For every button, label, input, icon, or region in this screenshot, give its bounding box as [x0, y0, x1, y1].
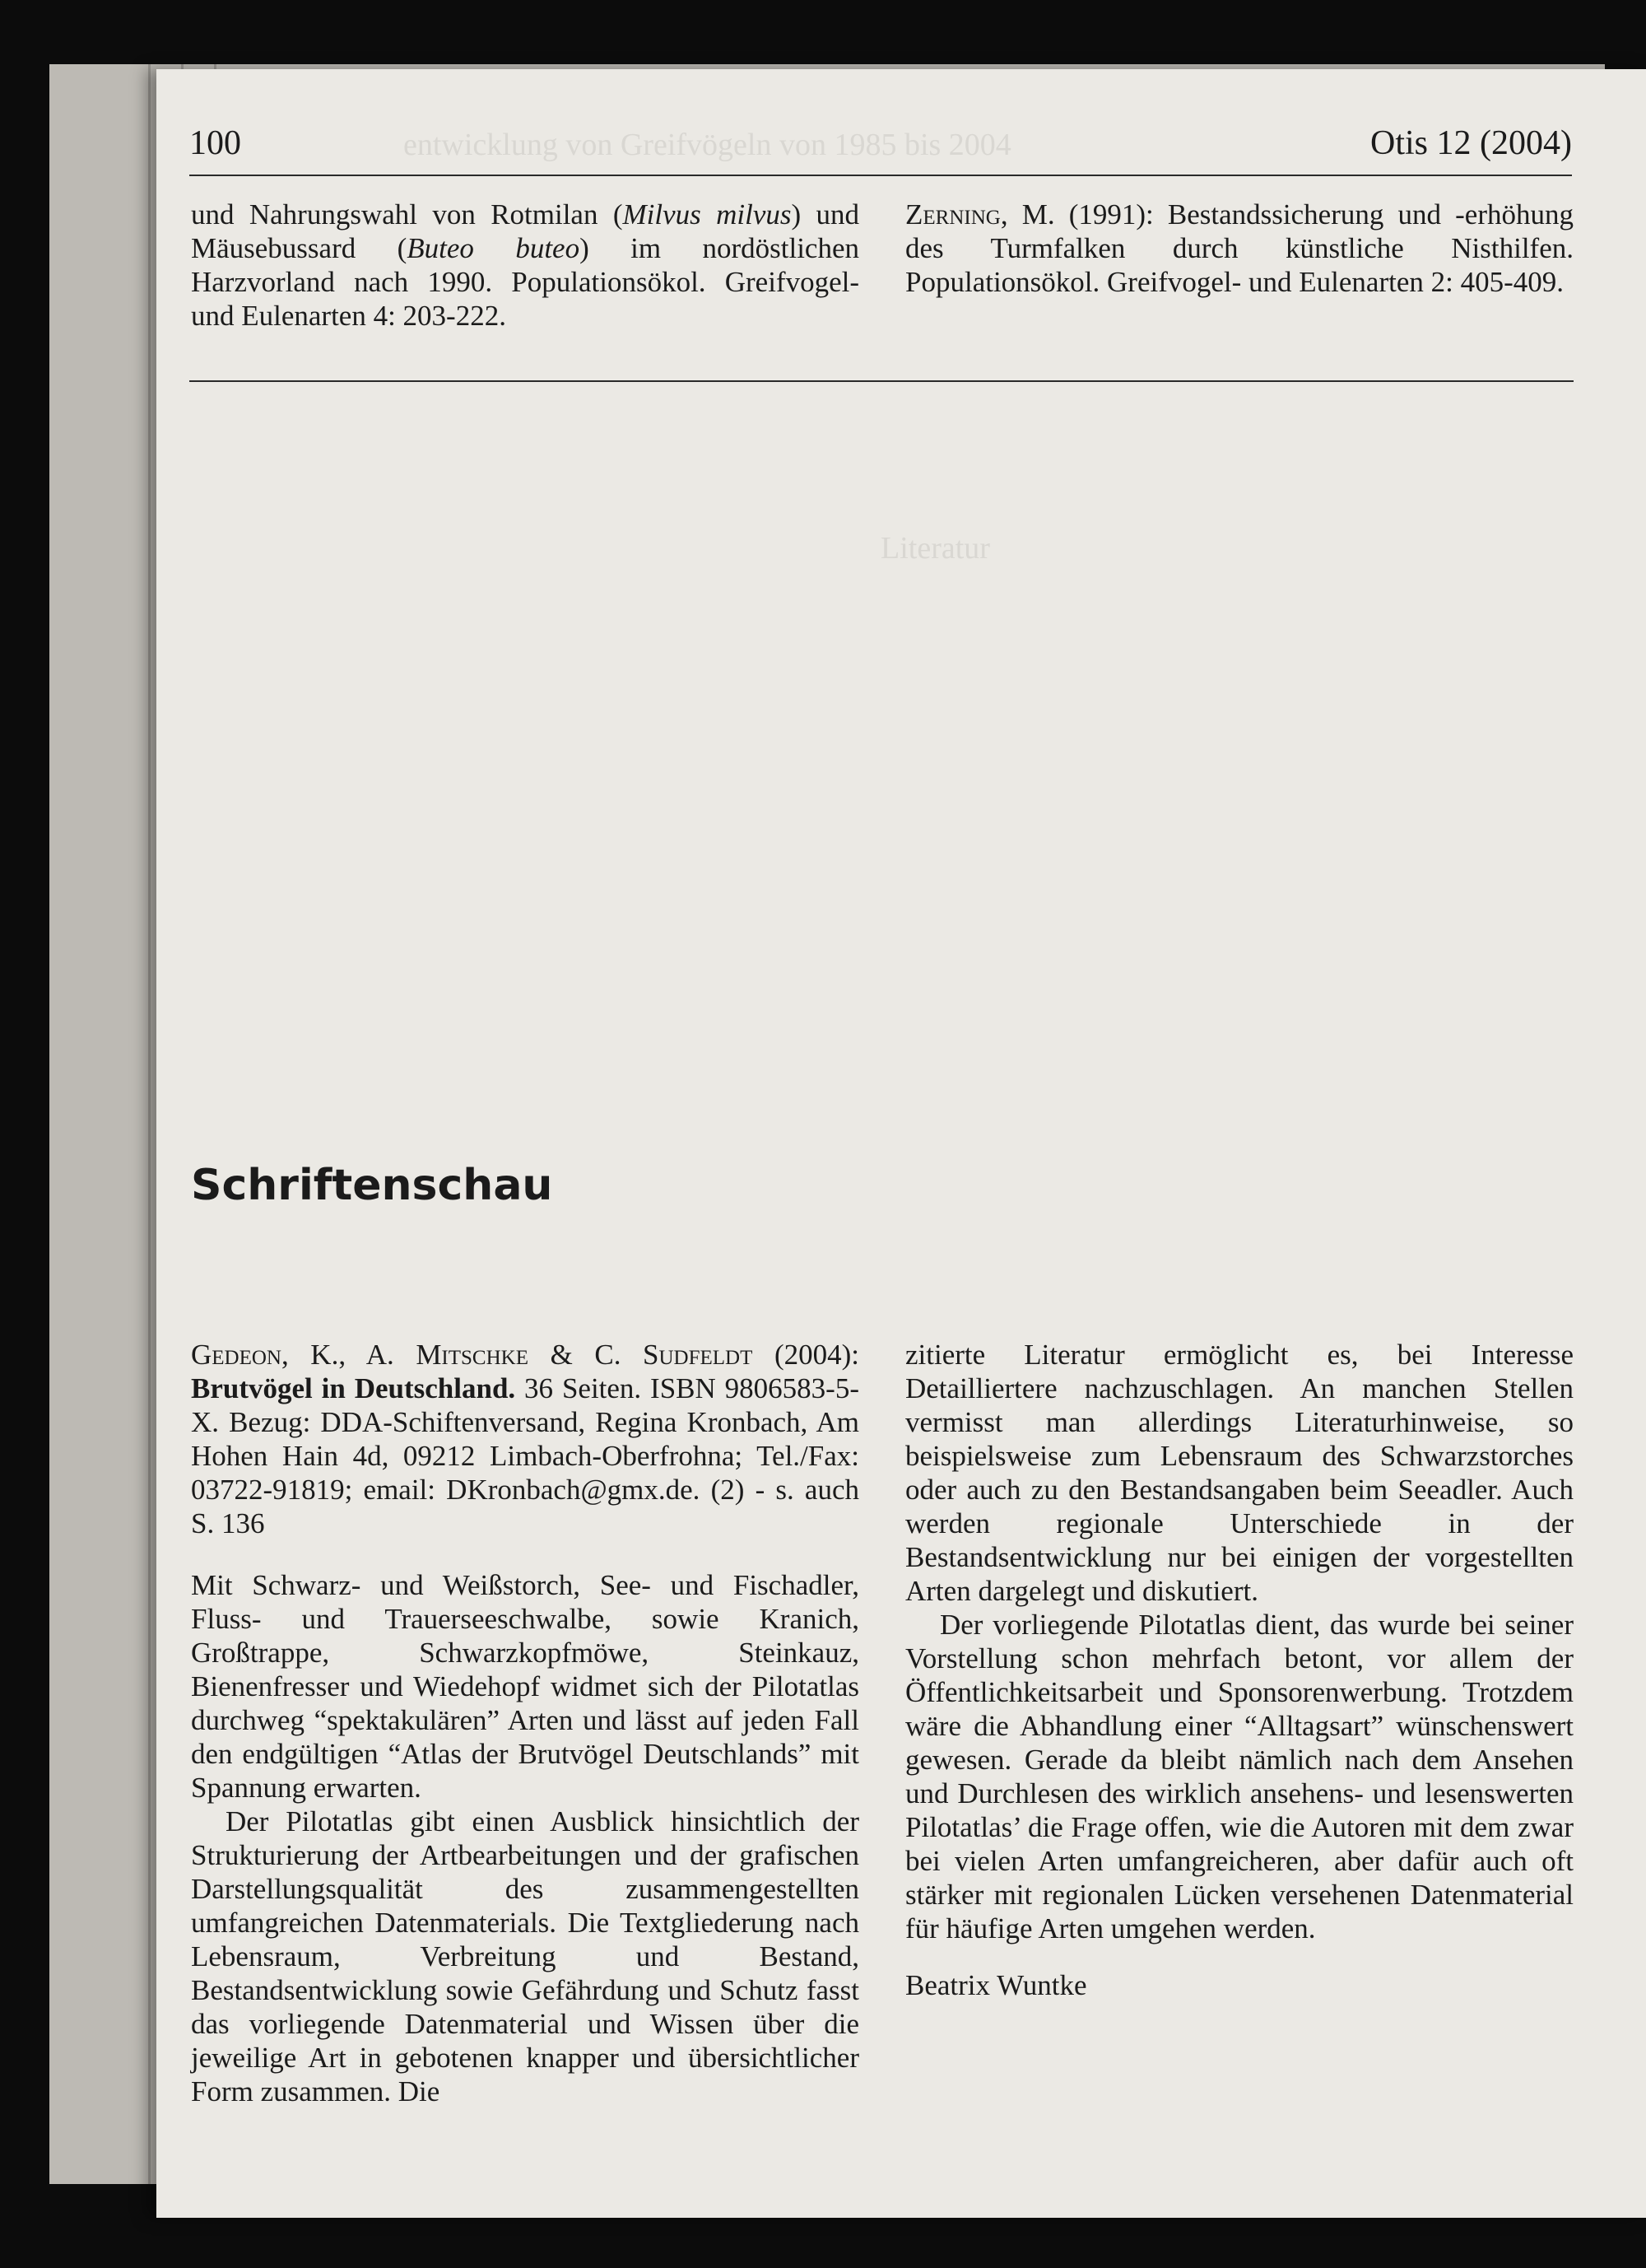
running-header	[189, 123, 1572, 176]
citation-text: & C.	[528, 1339, 644, 1371]
citation-author: Sudfeldt	[643, 1339, 753, 1371]
reference-continuation: und Nahrungswahl von Rotmilan (Milvus milvus) und Mäusebussard (Buteo buteo) im nordöstlichen Harzvorland nach 1990. Populationsökol. Greifvogel- und Eulenarten 4: 203-222.	[191, 198, 859, 332]
page-number: 100	[189, 124, 241, 162]
reviewer-signature: Beatrix Wuntke	[905, 1969, 1087, 2001]
review-paragraph: zitierte Literatur ermöglicht es, bei Interesse Detailliertere nachzuschlagen. An manchen Stellen vermisst man allerdings Literaturhinweise, so beispielsweise zum Lebensraum des Schwarzstorches oder auch zu den Bestandsangaben beim Seeadler. Auch werden regionale Unterschiede in der Bestandsentwicklung nur bei einigen der vorgestellten Arten dargelegt und diskutiert.	[905, 1339, 1574, 1607]
citation-author: Gedeon	[191, 1339, 281, 1371]
journal-citation: Otis 12 (2004)	[1370, 124, 1572, 162]
citation-author: Mitschke	[416, 1339, 528, 1371]
book-title: Brutvögel in Deutschland.	[191, 1372, 516, 1404]
section-divider	[189, 380, 1574, 382]
section-heading: Schriftenschau	[191, 1161, 553, 1210]
review-paragraph: Der Pilotatlas gibt einen Ausblick hinsichtlich der Strukturierung der Artbearbeitungen und der grafischen Darstellungsqualität des zusammengestellten umfangreichen Datenmaterials. Die Textgliederung nach Lebensraum, Verbreitung und Bestand, Bestandsentwicklung sowie Gefährdung und Schutz fasst das vorliegende Datenmaterial und Wissen über die jeweilige Art in gebotenen knapper und übersichtlicher Form zusammen. Die	[191, 1805, 859, 2107]
reference-author: Zerning	[905, 198, 1001, 231]
review-citation	[191, 1338, 859, 1540]
citation-details: 36 Seiten. ISBN 9806583-5-X. Bezug: DDA-Schiftenversand, Regina Kronbach, Am Hohen Hain 4d, 09212 Limbach-Oberfrohna; Tel./Fax: 03722-91819; email: DKronbach@gmx.de. (2) - s. auch S. 136	[191, 1372, 859, 1539]
review-paragraph: Der vorliegende Pilotatlas dient, das wurde bei seiner Vorstellung schon mehrfach betont, vor allem der Öffentlichkeitsarbeit und Sponsorenwerbung. Trotzdem wäre die Abhandlung einer “Alltagsart” wünschenswert gewesen. Gerade da bleibt nämlich nach dem Ansehen und Durchlesen des wirklich ansehens- und lesenswerten Pilotatlas’ die Frage offen, wie die Autoren mit dem zwar bei vielen Arten umfangreicheren, aber dafür auch oft stärker mit regionalen Lücken versehenen Datenmaterial für häufige Arten umgehen werden.	[905, 1609, 1574, 1944]
reference-zerning	[905, 198, 1574, 299]
review-paragraph: Mit Schwarz- und Weißstorch, See- und Fischadler, Fluss- und Trauerseeschwalbe, sowie Kranich, Großtrappe, Schwarzkopfmöwe, Steinkauz, Bienenfresser und Wiedehopf widmet sich der Pilotatlas durchweg “spektakulären” Arten und lässt auf jeden Fall den endgültigen “Atlas der Brutvögel Deutschlands” mit Spannung erwarten.	[191, 1569, 859, 1804]
bleed-through-text: Literatur	[881, 531, 990, 566]
review-left-column	[191, 1338, 859, 2108]
left-column-top	[191, 198, 859, 333]
citation-text: , K., A.	[281, 1339, 416, 1371]
citation-text: (2004):	[752, 1339, 859, 1371]
right-column-top	[905, 198, 1574, 299]
review-right-column	[905, 1338, 1574, 2002]
bleed-through-text: entwicklung von Greifvögeln von 1985 bis 2004	[403, 128, 1011, 162]
reference-text: , M. (1991): Bestandssicherung und -erhöhung des Turmfalken durch künstliche Nisthilfen. Populationsökol. Greifvogel- und Eulenarten 2: 405-409.	[905, 198, 1574, 298]
